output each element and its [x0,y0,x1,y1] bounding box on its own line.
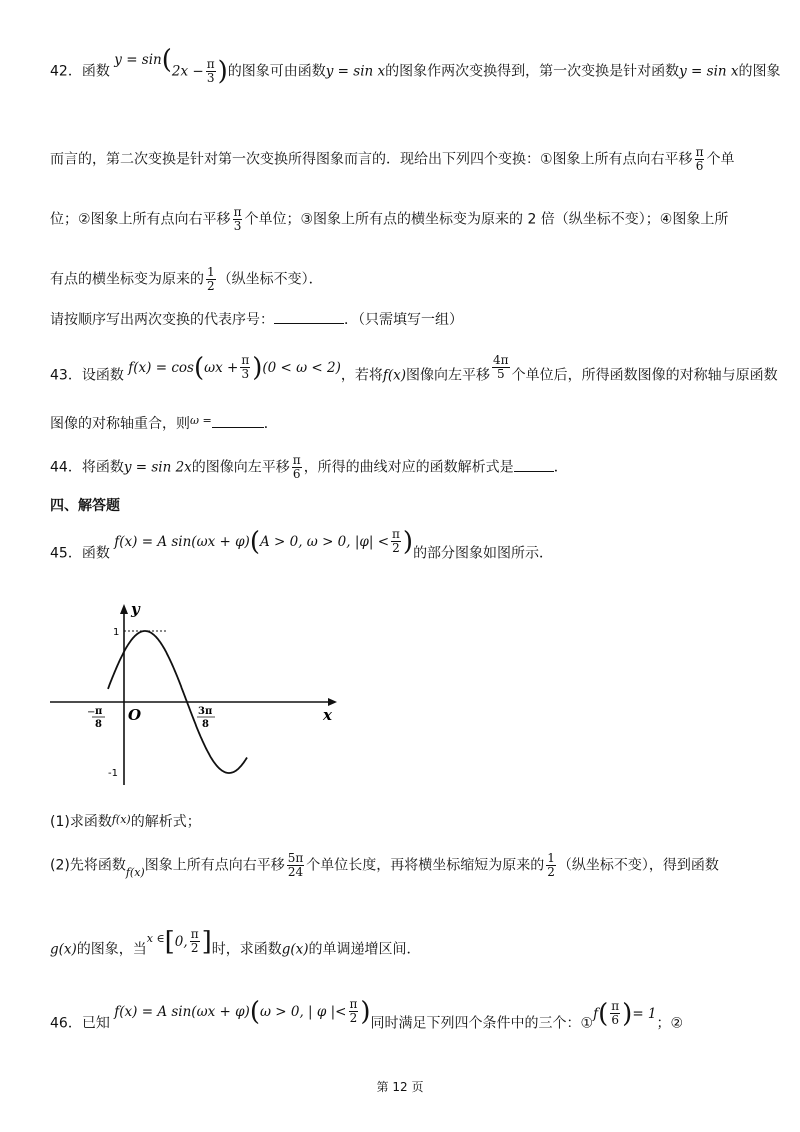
q42-line5: 请按顺序写出两次变换的代表序号： ．（只需填写一组） [50,312,463,328]
question-number: 45． [50,545,82,562]
question-number: 42． [50,63,82,80]
sine-graph-figure [45,600,345,790]
y-axis-arrow [120,604,128,614]
q42-line4: 有点的横坐标变为原来的 $\frac{1}{2}$ （纵坐标不变）． [50,265,323,293]
q45-part2: (2)先将函数$_{f(x)}$图象上所有点向右平移 $\frac{5\pi}{24}$ 个单位长度，再将横坐标缩短为原来的 $\frac{1}{2}$ （纵坐标不变），得到函数 [50,851,719,879]
tick-label-neg-pi-8-num: π [95,706,103,717]
q44-line: 44．将函数y = sin 2x的图像向左平移 $\frac{\pi}{6}$ ，所得的曲线对应的函数解析式是 ． [50,453,568,481]
tick-label-3pi-8-num: 3π [198,706,213,717]
formula: y = sin [114,51,162,68]
tick-label-1: 1 [113,627,120,638]
question-number: 46． [50,1015,82,1032]
answer-blank[interactable] [274,323,344,324]
answer-blank[interactable] [514,471,554,472]
question-number: 43． [50,367,82,384]
x-label: x [323,706,332,724]
q45-line1: 45．函数 f(x) = A sin(ωx + φ)(A > 0, ω > 0, |φ| < $\frac{\pi}{2}$ )的部分图象如图所示． [50,526,554,562]
tick-label-neg-pi-8-den: 8 [95,719,102,730]
tick-label-3pi-8-den: 8 [202,719,209,730]
page-footer: 第 12 页 [376,1080,424,1094]
q42-line3: 位；②图象上所有点向右平移 $\frac{\pi}{3}$ 个单位；③图象上所有点的横坐标变为原来的 2 倍（纵坐标不变）；④图象上所 [50,205,729,233]
q46-line1: 46．已知 f(x) = A sin(ωx + φ)(ω > 0, | φ |< $\frac{\pi}{2}$ )同时满足下列四个条件中的三个：①f( $\frac{\pi}{6}$ )= 1；② [50,996,684,1032]
tick-label-neg-pi-8-sign: − [87,707,96,718]
q45-part1: (1)求函数$^{f(x)}$的解析式； [50,813,201,830]
tick-label-neg1: -1 [108,768,118,779]
q42-line2: 而言的，第二次变换是针对第一次变换所得图象而言的．现给出下列四个变换：①图象上所有点向右平移 $\frac{\pi}{6}$ 个单 [50,145,735,173]
q43-line1: 43．设函数 f(x) = cos(ωx + $\frac{\pi}{3}$ )(0 < ω < 2)，若将f(x)图像向左平移 $\frac{4\pi}{5}$ 个单位后，所得函数图像的对称轴与原函数 [50,352,778,384]
q45-part3: g(x)的图象，当$^{x \in}$[0, $\frac{\pi}{2}$ ]时，求函数g(x)的单调递增区间． [50,926,421,958]
q43-line2: 图像的对称轴重合，则$^{\omega =}$ ． [50,414,278,432]
y-label: y [131,600,140,618]
origin-label: O [128,706,142,724]
question-number: 44． [50,459,82,476]
answer-blank[interactable] [212,427,264,428]
x-axis-arrow [328,698,337,706]
q42-line1: 42．函数 y = sin(2x − $\frac{\pi}{3}$ )的图象可由函数y = sin x的图象作两次变换得到，第一次变换是针对函数y = sin x的图象 [50,44,781,87]
section-heading: 四、解答题 [50,498,120,514]
